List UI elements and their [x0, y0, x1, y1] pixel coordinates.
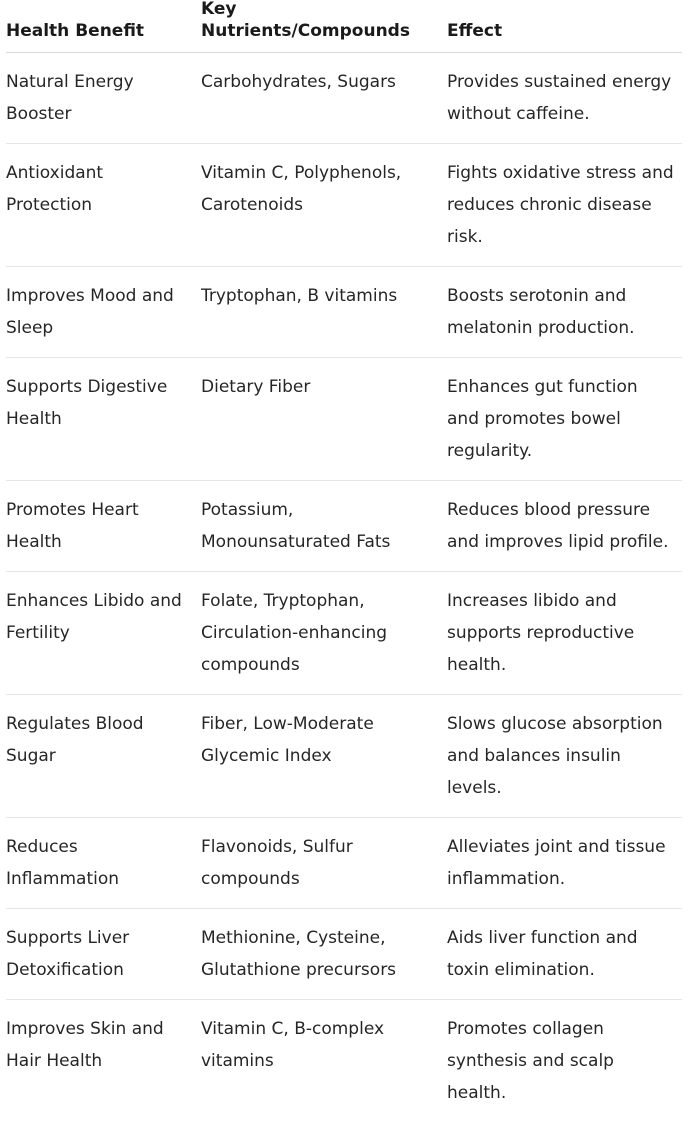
table-header — [6, 0, 682, 53]
cell-benefit: Improves Skin and Hair Health — [6, 1000, 201, 1122]
table-body — [6, 53, 682, 1122]
cell-effect: Aids liver function and toxin elimination. — [447, 909, 682, 1000]
table-row — [6, 1000, 682, 1122]
cell-nutrients: Carbohydrates, Sugars — [201, 53, 447, 144]
cell-benefit: Enhances Libido and Fertility — [6, 572, 201, 695]
table-row — [6, 572, 682, 695]
table-row — [6, 358, 682, 481]
cell-effect: Reduces blood pressure and improves lipid profile. — [447, 481, 682, 572]
header-key-nutrients: Key Nutrients/Compounds — [201, 0, 447, 53]
cell-effect: Increases libido and supports reproductive health. — [447, 572, 682, 695]
cell-benefit: Regulates Blood Sugar — [6, 695, 201, 818]
table-row — [6, 818, 682, 909]
header-health-benefit: Health Benefit — [6, 0, 201, 53]
cell-benefit: Improves Mood and Sleep — [6, 267, 201, 358]
cell-nutrients: Folate, Tryptophan, Circulation-enhancing compounds — [201, 572, 447, 695]
cell-nutrients: Vitamin C, B-complex vitamins — [201, 1000, 447, 1122]
cell-benefit: Reduces Inflammation — [6, 818, 201, 909]
cell-effect: Fights oxidative stress and reduces chronic disease risk. — [447, 144, 682, 267]
cell-effect: Promotes collagen synthesis and scalp health. — [447, 1000, 682, 1122]
cell-effect: Provides sustained energy without caffeine. — [447, 53, 682, 144]
cell-effect: Alleviates joint and tissue inflammation. — [447, 818, 682, 909]
cell-benefit: Antioxidant Protection — [6, 144, 201, 267]
table-row — [6, 909, 682, 1000]
health-benefits-table — [6, 0, 682, 1122]
header-effect: Effect — [447, 0, 682, 53]
cell-nutrients: Vitamin C, Polyphenols, Carotenoids — [201, 144, 447, 267]
cell-nutrients: Tryptophan, B vitamins — [201, 267, 447, 358]
cell-effect: Slows glucose absorption and balances insulin levels. — [447, 695, 682, 818]
table-row — [6, 267, 682, 358]
header-row — [6, 0, 682, 53]
cell-benefit: Promotes Heart Health — [6, 481, 201, 572]
table-row — [6, 144, 682, 267]
cell-benefit: Supports Liver Detoxification — [6, 909, 201, 1000]
table-row — [6, 53, 682, 144]
cell-nutrients: Methionine, Cysteine, Glutathione precursors — [201, 909, 447, 1000]
cell-effect: Enhances gut function and promotes bowel regularity. — [447, 358, 682, 481]
cell-nutrients: Fiber, Low-Moderate Glycemic Index — [201, 695, 447, 818]
cell-benefit: Natural Energy Booster — [6, 53, 201, 144]
table-row — [6, 481, 682, 572]
cell-benefit: Supports Digestive Health — [6, 358, 201, 481]
cell-nutrients: Potassium, Monounsaturated Fats — [201, 481, 447, 572]
cell-nutrients: Dietary Fiber — [201, 358, 447, 481]
table-row — [6, 695, 682, 818]
cell-nutrients: Flavonoids, Sulfur compounds — [201, 818, 447, 909]
cell-effect: Boosts serotonin and melatonin production. — [447, 267, 682, 358]
